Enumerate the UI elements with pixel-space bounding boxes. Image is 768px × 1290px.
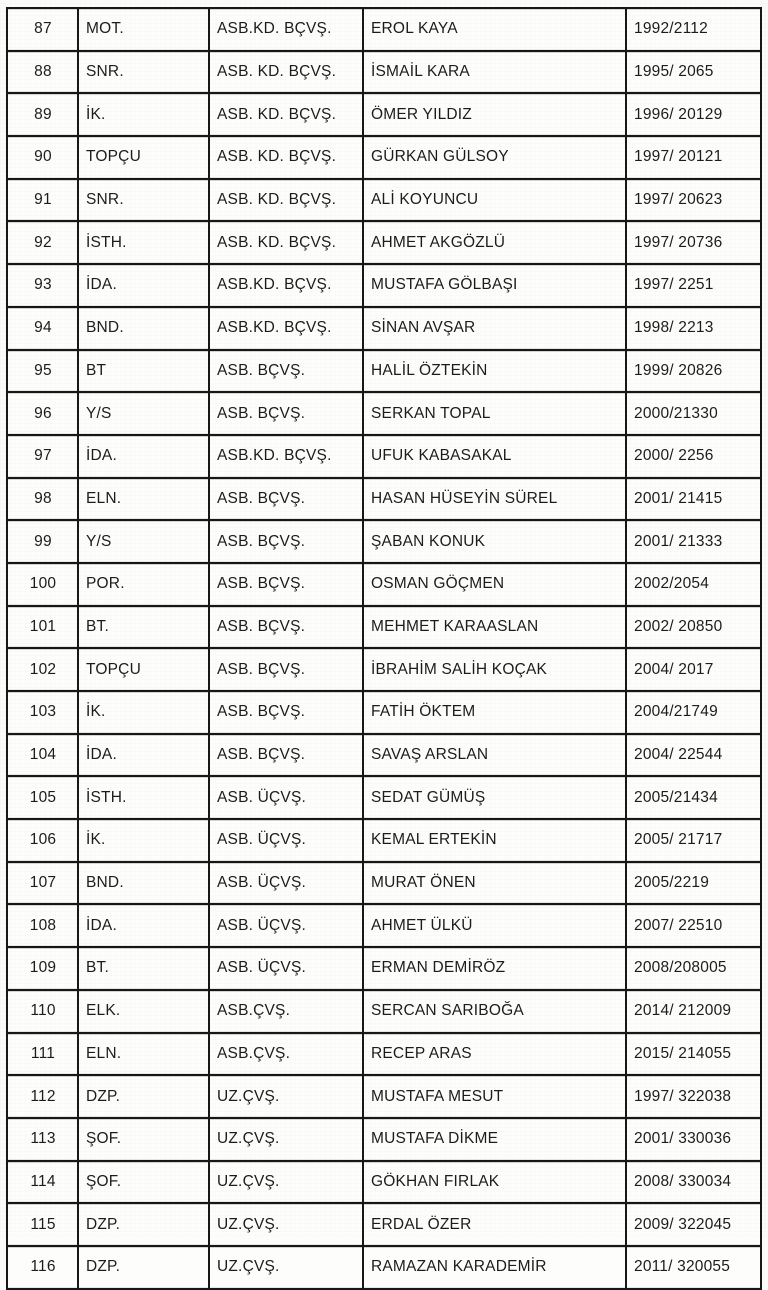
- name-cell: GÜRKAN GÜLSOY: [363, 136, 626, 179]
- branch-cell: İSTH.: [78, 221, 209, 264]
- row-number-cell: 111: [7, 1033, 78, 1076]
- service-number-cell: 1995/ 2065: [626, 51, 761, 94]
- branch-cell: İSTH.: [78, 776, 209, 819]
- rank-cell: ASB. KD. BÇVŞ.: [209, 93, 363, 136]
- table-row: [7, 648, 761, 691]
- name-cell: HALİL ÖZTEKİN: [363, 350, 626, 393]
- row-number-cell: 108: [7, 904, 78, 947]
- service-number-cell: 2015/ 214055: [626, 1033, 761, 1076]
- table-row: [7, 904, 761, 947]
- name-cell: MUSTAFA DİKME: [363, 1118, 626, 1161]
- table-row: [7, 1075, 761, 1118]
- rank-cell: ASB. KD. BÇVŞ.: [209, 221, 363, 264]
- rank-cell: ASB. BÇVŞ.: [209, 520, 363, 563]
- branch-cell: BT.: [78, 947, 209, 990]
- name-cell: ALİ KOYUNCU: [363, 179, 626, 222]
- branch-cell: DZP.: [78, 1075, 209, 1118]
- name-cell: EROL KAYA: [363, 8, 626, 51]
- row-number-cell: 94: [7, 307, 78, 350]
- row-number-cell: 98: [7, 478, 78, 521]
- row-number-cell: 106: [7, 819, 78, 862]
- service-number-cell: 2005/21434: [626, 776, 761, 819]
- service-number-cell: 1997/ 20623: [626, 179, 761, 222]
- service-number-cell: 1998/ 2213: [626, 307, 761, 350]
- name-cell: SERKAN TOPAL: [363, 392, 626, 435]
- rank-cell: ASB.ÇVŞ.: [209, 990, 363, 1033]
- branch-cell: İDA.: [78, 734, 209, 777]
- rank-cell: ASB. KD. BÇVŞ.: [209, 136, 363, 179]
- rank-cell: ASB. BÇVŞ.: [209, 734, 363, 777]
- name-cell: ŞABAN KONUK: [363, 520, 626, 563]
- table-row: [7, 563, 761, 606]
- row-number-cell: 110: [7, 990, 78, 1033]
- name-cell: MURAT ÖNEN: [363, 862, 626, 905]
- row-number-cell: 99: [7, 520, 78, 563]
- branch-cell: ŞOF.: [78, 1118, 209, 1161]
- branch-cell: İDA.: [78, 264, 209, 307]
- rank-cell: UZ.ÇVŞ.: [209, 1161, 363, 1204]
- row-number-cell: 96: [7, 392, 78, 435]
- branch-cell: DZP.: [78, 1203, 209, 1246]
- row-number-cell: 88: [7, 51, 78, 94]
- service-number-cell: 2005/2219: [626, 862, 761, 905]
- name-cell: İBRAHİM SALİH KOÇAK: [363, 648, 626, 691]
- table-row: [7, 520, 761, 563]
- rank-cell: ASB.KD. BÇVŞ.: [209, 307, 363, 350]
- service-number-cell: 2001/ 21333: [626, 520, 761, 563]
- row-number-cell: 105: [7, 776, 78, 819]
- row-number-cell: 103: [7, 691, 78, 734]
- rank-cell: ASB. BÇVŞ.: [209, 350, 363, 393]
- branch-cell: ŞOF.: [78, 1161, 209, 1204]
- table-row: [7, 606, 761, 649]
- table-row: [7, 435, 761, 478]
- row-number-cell: 90: [7, 136, 78, 179]
- branch-cell: BT: [78, 350, 209, 393]
- table-row: [7, 350, 761, 393]
- rank-cell: ASB.KD. BÇVŞ.: [209, 264, 363, 307]
- name-cell: MEHMET KARAASLAN: [363, 606, 626, 649]
- branch-cell: İDA.: [78, 435, 209, 478]
- branch-cell: MOT.: [78, 8, 209, 51]
- name-cell: AHMET ÜLKÜ: [363, 904, 626, 947]
- name-cell: AHMET AKGÖZLÜ: [363, 221, 626, 264]
- service-number-cell: 2001/ 330036: [626, 1118, 761, 1161]
- rank-cell: ASB. ÜÇVŞ.: [209, 904, 363, 947]
- branch-cell: BND.: [78, 307, 209, 350]
- service-number-cell: 1996/ 20129: [626, 93, 761, 136]
- row-number-cell: 101: [7, 606, 78, 649]
- table-row: [7, 478, 761, 521]
- row-number-cell: 104: [7, 734, 78, 777]
- name-cell: HASAN HÜSEYİN SÜREL: [363, 478, 626, 521]
- service-number-cell: 2004/ 2017: [626, 648, 761, 691]
- rank-cell: ASB. ÜÇVŞ.: [209, 862, 363, 905]
- branch-cell: ELK.: [78, 990, 209, 1033]
- name-cell: ÖMER YILDIZ: [363, 93, 626, 136]
- branch-cell: POR.: [78, 563, 209, 606]
- branch-cell: SNR.: [78, 51, 209, 94]
- rank-cell: ASB. KD. BÇVŞ.: [209, 51, 363, 94]
- name-cell: SEDAT GÜMÜŞ: [363, 776, 626, 819]
- rank-cell: ASB. BÇVŞ.: [209, 606, 363, 649]
- rank-cell: ASB. ÜÇVŞ.: [209, 947, 363, 990]
- row-number-cell: 87: [7, 8, 78, 51]
- rank-cell: ASB. BÇVŞ.: [209, 648, 363, 691]
- table-row: [7, 862, 761, 905]
- branch-cell: SNR.: [78, 179, 209, 222]
- name-cell: OSMAN GÖÇMEN: [363, 563, 626, 606]
- table-row: [7, 990, 761, 1033]
- table-row: [7, 392, 761, 435]
- service-number-cell: 2004/21749: [626, 691, 761, 734]
- service-number-cell: 2004/ 22544: [626, 734, 761, 777]
- row-number-cell: 92: [7, 221, 78, 264]
- service-number-cell: 1999/ 20826: [626, 350, 761, 393]
- service-number-cell: 2014/ 212009: [626, 990, 761, 1033]
- name-cell: SAVAŞ ARSLAN: [363, 734, 626, 777]
- table-row: [7, 221, 761, 264]
- rank-cell: UZ.ÇVŞ.: [209, 1246, 363, 1289]
- name-cell: MUSTAFA MESUT: [363, 1075, 626, 1118]
- branch-cell: İDA.: [78, 904, 209, 947]
- row-number-cell: 91: [7, 179, 78, 222]
- rank-cell: UZ.ÇVŞ.: [209, 1203, 363, 1246]
- branch-cell: TOPÇU: [78, 648, 209, 691]
- branch-cell: Y/S: [78, 392, 209, 435]
- branch-cell: İK.: [78, 93, 209, 136]
- name-cell: ERDAL ÖZER: [363, 1203, 626, 1246]
- service-number-cell: 1997/ 20121: [626, 136, 761, 179]
- table-row: [7, 1033, 761, 1076]
- table-row: [7, 1203, 761, 1246]
- table-row: [7, 819, 761, 862]
- rank-cell: ASB. KD. BÇVŞ.: [209, 179, 363, 222]
- rank-cell: ASB. ÜÇVŞ.: [209, 776, 363, 819]
- name-cell: UFUK KABASAKAL: [363, 435, 626, 478]
- table-row: [7, 1161, 761, 1204]
- service-number-cell: 2002/2054: [626, 563, 761, 606]
- name-cell: KEMAL ERTEKİN: [363, 819, 626, 862]
- service-number-cell: 1992/2112: [626, 8, 761, 51]
- service-number-cell: 2005/ 21717: [626, 819, 761, 862]
- service-number-cell: 2008/ 330034: [626, 1161, 761, 1204]
- row-number-cell: 115: [7, 1203, 78, 1246]
- rank-cell: ASB. ÜÇVŞ.: [209, 819, 363, 862]
- row-number-cell: 95: [7, 350, 78, 393]
- row-number-cell: 107: [7, 862, 78, 905]
- service-number-cell: 1997/ 2251: [626, 264, 761, 307]
- rank-cell: ASB. BÇVŞ.: [209, 691, 363, 734]
- name-cell: RECEP ARAS: [363, 1033, 626, 1076]
- table-row: [7, 93, 761, 136]
- rank-cell: ASB. BÇVŞ.: [209, 392, 363, 435]
- branch-cell: TOPÇU: [78, 136, 209, 179]
- table-row: [7, 691, 761, 734]
- name-cell: SERCAN SARIBOĞA: [363, 990, 626, 1033]
- rank-cell: ASB. BÇVŞ.: [209, 563, 363, 606]
- table-row: [7, 947, 761, 990]
- service-number-cell: 2007/ 22510: [626, 904, 761, 947]
- service-number-cell: 2011/ 320055: [626, 1246, 761, 1289]
- name-cell: ERMAN DEMİRÖZ: [363, 947, 626, 990]
- service-number-cell: 2000/ 2256: [626, 435, 761, 478]
- rank-cell: ASB.KD. BÇVŞ.: [209, 8, 363, 51]
- table-row: [7, 734, 761, 777]
- row-number-cell: 114: [7, 1161, 78, 1204]
- branch-cell: İK.: [78, 819, 209, 862]
- rank-cell: ASB.ÇVŞ.: [209, 1033, 363, 1076]
- service-number-cell: 2009/ 322045: [626, 1203, 761, 1246]
- rank-cell: UZ.ÇVŞ.: [209, 1118, 363, 1161]
- table-row: [7, 776, 761, 819]
- table-row: [7, 179, 761, 222]
- table-row: [7, 307, 761, 350]
- row-number-cell: 100: [7, 563, 78, 606]
- rank-cell: ASB. BÇVŞ.: [209, 478, 363, 521]
- row-number-cell: 93: [7, 264, 78, 307]
- name-cell: MUSTAFA GÖLBAŞI: [363, 264, 626, 307]
- table-row: [7, 1246, 761, 1289]
- name-cell: GÖKHAN FIRLAK: [363, 1161, 626, 1204]
- branch-cell: BT.: [78, 606, 209, 649]
- branch-cell: İK.: [78, 691, 209, 734]
- row-number-cell: 89: [7, 93, 78, 136]
- name-cell: RAMAZAN KARADEMİR: [363, 1246, 626, 1289]
- name-cell: FATİH ÖKTEM: [363, 691, 626, 734]
- branch-cell: Y/S: [78, 520, 209, 563]
- table-row: [7, 264, 761, 307]
- row-number-cell: 112: [7, 1075, 78, 1118]
- row-number-cell: 97: [7, 435, 78, 478]
- service-number-cell: 2000/21330: [626, 392, 761, 435]
- rank-cell: UZ.ÇVŞ.: [209, 1075, 363, 1118]
- row-number-cell: 116: [7, 1246, 78, 1289]
- service-number-cell: 2002/ 20850: [626, 606, 761, 649]
- row-number-cell: 109: [7, 947, 78, 990]
- table-body: [7, 8, 761, 1289]
- rank-cell: ASB.KD. BÇVŞ.: [209, 435, 363, 478]
- service-number-cell: 1997/ 20736: [626, 221, 761, 264]
- branch-cell: ELN.: [78, 478, 209, 521]
- branch-cell: ELN.: [78, 1033, 209, 1076]
- name-cell: SİNAN AVŞAR: [363, 307, 626, 350]
- branch-cell: DZP.: [78, 1246, 209, 1289]
- branch-cell: BND.: [78, 862, 209, 905]
- table-row: [7, 8, 761, 51]
- service-number-cell: 2008/208005: [626, 947, 761, 990]
- personnel-roster-table: [6, 7, 762, 1290]
- table-row: [7, 51, 761, 94]
- row-number-cell: 113: [7, 1118, 78, 1161]
- table-row: [7, 136, 761, 179]
- table-row: [7, 1118, 761, 1161]
- row-number-cell: 102: [7, 648, 78, 691]
- service-number-cell: 2001/ 21415: [626, 478, 761, 521]
- name-cell: İSMAİL KARA: [363, 51, 626, 94]
- service-number-cell: 1997/ 322038: [626, 1075, 761, 1118]
